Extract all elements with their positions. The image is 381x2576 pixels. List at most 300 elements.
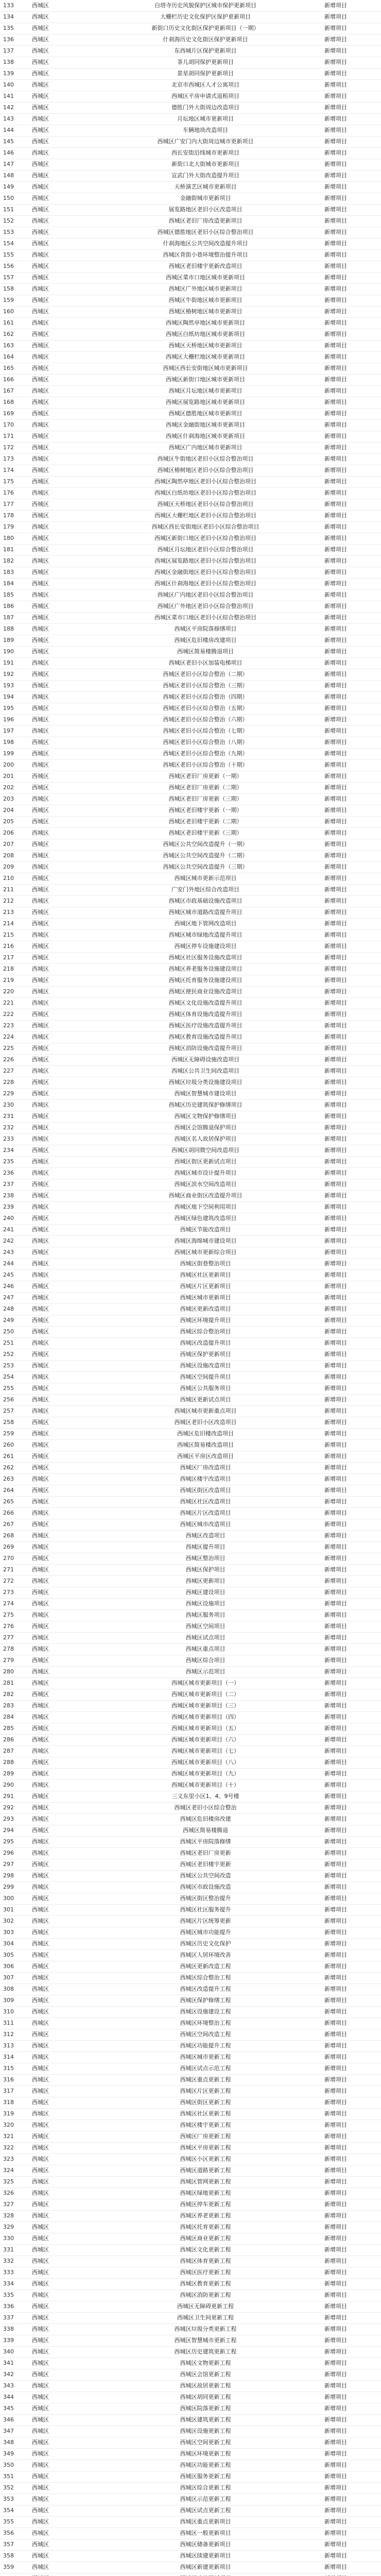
district-cell: 西城区 bbox=[29, 2312, 90, 2324]
district-cell: 西城区 bbox=[29, 895, 90, 907]
project-type-cell: 新增项目 bbox=[321, 1802, 381, 1814]
row-number: 262 bbox=[0, 1462, 29, 1473]
table-row bbox=[0, 1371, 381, 1383]
project-type-cell: 新增项目 bbox=[321, 635, 381, 646]
district-cell: 西城区 bbox=[29, 1088, 90, 1099]
row-number: 311 bbox=[0, 2018, 29, 2029]
row-number: 192 bbox=[0, 669, 29, 680]
table-row bbox=[0, 1417, 381, 1428]
district-cell: 西城区 bbox=[29, 1122, 90, 1133]
district-cell: 西城区 bbox=[29, 1383, 90, 1394]
district-cell: 西城区 bbox=[29, 1417, 90, 1428]
project-name-cell: 西城区续建更新项目 bbox=[90, 2550, 321, 2562]
project-type-cell: 新增项目 bbox=[321, 839, 381, 850]
project-name-cell: 西城区危旧楼房改建项目 bbox=[90, 635, 321, 646]
project-name-cell: 西城区老旧厂房改造更新项目 bbox=[90, 215, 321, 227]
table-row bbox=[0, 57, 381, 68]
row-number: 133 bbox=[0, 0, 29, 11]
project-name-cell: 西城区月坛地区老旧小区综合整治项目 bbox=[90, 544, 321, 555]
row-number: 234 bbox=[0, 1145, 29, 1156]
district-cell: 西城区 bbox=[29, 442, 90, 453]
table-row bbox=[0, 487, 381, 499]
district-cell: 西城区 bbox=[29, 1292, 90, 1303]
row-number: 211 bbox=[0, 884, 29, 895]
district-cell: 西城区 bbox=[29, 2346, 90, 2358]
table-row bbox=[0, 2494, 381, 2505]
project-name-cell: 西城区老旧小区综合整治（二期） bbox=[90, 669, 321, 680]
table-row bbox=[0, 2040, 381, 2052]
project-name-cell: 西城区提升项目 bbox=[90, 1541, 321, 1553]
district-cell: 西城区 bbox=[29, 453, 90, 465]
table-row bbox=[0, 1065, 381, 1077]
project-type-cell: 新增项目 bbox=[321, 2278, 381, 2290]
project-name-cell: 西城区故居更新工程 bbox=[90, 2380, 321, 2392]
district-cell: 西城区 bbox=[29, 2120, 90, 2131]
district-cell: 西城区 bbox=[29, 1111, 90, 1122]
district-cell: 西城区 bbox=[29, 2528, 90, 2539]
table-row bbox=[0, 2131, 381, 2142]
row-number: 164 bbox=[0, 351, 29, 363]
project-name-cell: 西城区城市更新项目（十） bbox=[90, 1780, 321, 1791]
row-number: 282 bbox=[0, 1689, 29, 1700]
district-cell: 西城区 bbox=[29, 1099, 90, 1111]
project-type-cell: 新增项目 bbox=[321, 2482, 381, 2494]
district-cell: 西城区 bbox=[29, 487, 90, 499]
district-cell: 西城区 bbox=[29, 2040, 90, 2052]
project-name-cell: 西城区牛街地区城市更新项目 bbox=[90, 295, 321, 306]
table-row bbox=[0, 1043, 381, 1054]
row-number: 329 bbox=[0, 2222, 29, 2233]
row-number: 135 bbox=[0, 23, 29, 34]
project-type-cell: 新增项目 bbox=[321, 1349, 381, 1360]
row-number: 253 bbox=[0, 1360, 29, 1371]
project-type-cell: 新增项目 bbox=[321, 2063, 381, 2074]
district-cell: 西城区 bbox=[29, 1780, 90, 1791]
project-type-cell: 新增项目 bbox=[321, 1848, 381, 1859]
project-name-cell: 西城区市政设施改造 bbox=[90, 1882, 321, 1893]
table-row bbox=[0, 249, 381, 261]
district-cell: 西城区 bbox=[29, 2244, 90, 2256]
project-type-cell: 新增项目 bbox=[321, 397, 381, 408]
project-name-cell: 西城区老旧小区综合整治（七期） bbox=[90, 725, 321, 737]
district-cell: 西城区 bbox=[29, 1224, 90, 1235]
row-number: 295 bbox=[0, 1836, 29, 1848]
table-row bbox=[0, 238, 381, 249]
row-number: 249 bbox=[0, 1315, 29, 1326]
project-type-cell: 新增项目 bbox=[321, 2154, 381, 2165]
project-type-cell: 新增项目 bbox=[321, 317, 381, 329]
row-number: 233 bbox=[0, 1133, 29, 1145]
row-number: 236 bbox=[0, 1167, 29, 1179]
project-name-cell: 西城区院落更新工程 bbox=[90, 2403, 321, 2414]
project-name-cell: 什刹海历史文化街区保护更新项目 bbox=[90, 34, 321, 45]
project-type-cell: 新增项目 bbox=[321, 2346, 381, 2358]
row-number: 298 bbox=[0, 1870, 29, 1882]
project-name-cell: 西城区卫生间更新工程 bbox=[90, 2312, 321, 2324]
project-type-cell: 新增项目 bbox=[321, 533, 381, 544]
project-type-cell: 新增项目 bbox=[321, 261, 381, 272]
table-row bbox=[0, 2256, 381, 2267]
project-name-cell: 西城区老旧楼宇更新（二期） bbox=[90, 816, 321, 827]
project-name-cell: 西城区街区更新试点项目 bbox=[90, 1156, 321, 1167]
district-cell: 西城区 bbox=[29, 2210, 90, 2222]
project-name-cell: 西城区片区更新项目 bbox=[90, 1281, 321, 1292]
district-cell: 西城区 bbox=[29, 1870, 90, 1882]
project-type-cell: 新增项目 bbox=[321, 1485, 381, 1496]
district-cell: 西城区 bbox=[29, 2086, 90, 2097]
row-number: 313 bbox=[0, 2040, 29, 2052]
project-type-cell: 新增项目 bbox=[321, 1394, 381, 1405]
row-number: 292 bbox=[0, 1802, 29, 1814]
table-row bbox=[0, 2176, 381, 2188]
district-cell: 西城区 bbox=[29, 2142, 90, 2154]
project-name-cell: 西城区城市更新重点项目 bbox=[90, 1405, 321, 1417]
row-number: 247 bbox=[0, 1292, 29, 1303]
district-cell: 西城区 bbox=[29, 1167, 90, 1179]
district-cell: 西城区 bbox=[29, 907, 90, 918]
row-number: 182 bbox=[0, 555, 29, 567]
project-type-cell: 新增项目 bbox=[321, 1734, 381, 1745]
table-row bbox=[0, 737, 381, 748]
district-cell: 西城区 bbox=[29, 929, 90, 941]
district-cell: 西城区 bbox=[29, 1031, 90, 1043]
district-cell: 西城区 bbox=[29, 2108, 90, 2120]
project-name-cell: 西城区广内地区老旧小区综合整治项目 bbox=[90, 589, 321, 601]
project-name-cell: 西城区托育服务设施建设项目 bbox=[90, 975, 321, 986]
table-row bbox=[0, 2539, 381, 2550]
table-row bbox=[0, 975, 381, 986]
table-row bbox=[0, 147, 381, 159]
project-type-cell: 新增项目 bbox=[321, 1780, 381, 1791]
project-type-cell: 新增项目 bbox=[321, 1836, 381, 1848]
row-number: 276 bbox=[0, 1621, 29, 1632]
table-row bbox=[0, 2471, 381, 2482]
district-cell: 西城区 bbox=[29, 1043, 90, 1054]
table-row bbox=[0, 1825, 381, 1836]
row-number: 346 bbox=[0, 2414, 29, 2426]
district-cell: 西城区 bbox=[29, 623, 90, 635]
project-type-cell: 新增项目 bbox=[321, 11, 381, 23]
project-name-cell: 西城区老旧小区综合整治 bbox=[90, 1802, 321, 1814]
project-name-cell: 西城区文物保护修缮项目 bbox=[90, 1111, 321, 1122]
row-number: 305 bbox=[0, 1950, 29, 1961]
project-name-cell: 西城区医疗更新工程 bbox=[90, 2267, 321, 2278]
row-number: 287 bbox=[0, 1745, 29, 1757]
project-name-cell: 西城区楼宇更新工程 bbox=[90, 2120, 321, 2131]
district-cell: 西城区 bbox=[29, 1848, 90, 1859]
row-number: 302 bbox=[0, 1916, 29, 1927]
row-number: 317 bbox=[0, 2086, 29, 2097]
project-type-cell: 新增项目 bbox=[321, 714, 381, 725]
row-number: 201 bbox=[0, 771, 29, 782]
row-number: 269 bbox=[0, 1541, 29, 1553]
project-name-cell: 西城区老旧楼宇更新（三期） bbox=[90, 827, 321, 839]
project-name-cell: 西城区智慧城市更新工程 bbox=[90, 2335, 321, 2346]
row-number: 204 bbox=[0, 805, 29, 816]
district-cell: 西城区 bbox=[29, 601, 90, 612]
project-name-cell: 西城区陶然亭地区老旧小区综合整治项目 bbox=[90, 476, 321, 487]
table-row bbox=[0, 204, 381, 215]
project-type-cell: 新增项目 bbox=[321, 2188, 381, 2199]
row-number: 174 bbox=[0, 465, 29, 476]
district-cell: 西城区 bbox=[29, 1609, 90, 1621]
row-number: 230 bbox=[0, 1099, 29, 1111]
table-row bbox=[0, 2063, 381, 2074]
row-number: 176 bbox=[0, 487, 29, 499]
project-type-cell: 新增项目 bbox=[321, 2120, 381, 2131]
project-name-cell: 西城区公共空间改造提升（一期） bbox=[90, 839, 321, 850]
project-name-cell: 西城区公共空间改造 bbox=[90, 1870, 321, 1882]
row-number: 165 bbox=[0, 363, 29, 374]
table-row bbox=[0, 759, 381, 771]
project-type-cell: 新增项目 bbox=[321, 340, 381, 351]
table-row bbox=[0, 453, 381, 465]
row-number: 214 bbox=[0, 918, 29, 929]
row-number: 180 bbox=[0, 533, 29, 544]
district-cell: 西城区 bbox=[29, 1700, 90, 1711]
project-name-cell: 西城区老旧小区改造项目 bbox=[90, 1417, 321, 1428]
project-type-cell: 新增项目 bbox=[321, 2052, 381, 2063]
table-row bbox=[0, 2097, 381, 2108]
district-cell: 西城区 bbox=[29, 759, 90, 771]
project-name-cell: 西城区老旧楼宇更新改造项目 bbox=[90, 261, 321, 272]
project-name-cell: 西城区保护修缮工程 bbox=[90, 1995, 321, 2006]
table-row bbox=[0, 2290, 381, 2301]
project-type-cell: 新增项目 bbox=[321, 1247, 381, 1258]
project-name-cell: 西城区城市功能提升 bbox=[90, 1927, 321, 1938]
row-number: 183 bbox=[0, 567, 29, 578]
table-row bbox=[0, 612, 381, 623]
project-type-cell bbox=[321, 2573, 381, 2576]
table-row bbox=[0, 805, 381, 816]
project-type-cell: 新增项目 bbox=[321, 1621, 381, 1632]
row-number: 312 bbox=[0, 2029, 29, 2040]
row-number: 171 bbox=[0, 431, 29, 442]
row-number: 173 bbox=[0, 453, 29, 465]
project-name-cell: 西城区德胜地区老旧小区综合整治项目 bbox=[90, 227, 321, 238]
project-name-cell: 西城区改造提升项目 bbox=[90, 1337, 321, 1349]
table-row bbox=[0, 1621, 381, 1632]
row-number: 162 bbox=[0, 329, 29, 340]
project-name-cell: 金融街城市更新项目 bbox=[90, 193, 321, 204]
row-number: 225 bbox=[0, 1043, 29, 1054]
table-row bbox=[0, 2414, 381, 2426]
row-number: 308 bbox=[0, 1984, 29, 1995]
project-name-cell: 西城区功能提升工程 bbox=[90, 2040, 321, 2052]
project-type-cell: 新增项目 bbox=[321, 2131, 381, 2142]
row-number: 248 bbox=[0, 1303, 29, 1315]
district-cell: 西城区 bbox=[29, 1530, 90, 1541]
project-type-cell: 新增项目 bbox=[321, 238, 381, 249]
project-type-cell: 新增项目 bbox=[321, 1371, 381, 1383]
row-number: 217 bbox=[0, 952, 29, 963]
table-row bbox=[0, 159, 381, 170]
project-name-cell bbox=[90, 2573, 321, 2576]
project-name-cell: 西城区历史文化保护 bbox=[90, 1938, 321, 1950]
district-cell: 西城区 bbox=[29, 1711, 90, 1723]
row-number: 340 bbox=[0, 2346, 29, 2358]
table-row bbox=[0, 1632, 381, 1643]
project-type-cell: 新增项目 bbox=[321, 193, 381, 204]
district-cell: 西城区 bbox=[29, 771, 90, 782]
project-type-cell: 新增项目 bbox=[321, 2256, 381, 2267]
project-type-cell: 新增项目 bbox=[321, 2029, 381, 2040]
row-number: 280 bbox=[0, 1666, 29, 1677]
table-row bbox=[0, 714, 381, 725]
project-name-cell: 西城区功能更新工程 bbox=[90, 2460, 321, 2471]
district-cell: 西城区 bbox=[29, 1213, 90, 1224]
table-row bbox=[0, 1893, 381, 1904]
row-number: 184 bbox=[0, 578, 29, 589]
project-type-cell: 新增项目 bbox=[321, 1133, 381, 1145]
project-type-cell: 新增项目 bbox=[321, 1088, 381, 1099]
district-cell: 西城区 bbox=[29, 657, 90, 669]
project-name-cell: 西城区城市道路改造提升项目 bbox=[90, 907, 321, 918]
project-name-cell: 大栅栏历史文化保护区保护更新项目 bbox=[90, 11, 321, 23]
district-cell: 西城区 bbox=[29, 1326, 90, 1337]
table-row bbox=[0, 2199, 381, 2210]
table-row bbox=[0, 1791, 381, 1802]
row-number: 210 bbox=[0, 873, 29, 884]
district-cell: 西城区 bbox=[29, 2256, 90, 2267]
project-name-cell: 西城区垃圾分类设施建设项目 bbox=[90, 1077, 321, 1088]
project-name-cell: 西城区停车设施建设项目 bbox=[90, 941, 321, 952]
district-cell: 西城区 bbox=[29, 397, 90, 408]
project-name-cell: 西城区城市更新项目（九） bbox=[90, 1768, 321, 1780]
row-number: 155 bbox=[0, 249, 29, 261]
row-number: 170 bbox=[0, 419, 29, 431]
project-type-cell: 新增项目 bbox=[321, 1972, 381, 1984]
table-row bbox=[0, 1269, 381, 1281]
table-row bbox=[0, 680, 381, 691]
project-name-cell: 西城区公共卫生间改造项目 bbox=[90, 1065, 321, 1077]
table-row bbox=[0, 1190, 381, 1201]
row-number: 288 bbox=[0, 1757, 29, 1768]
project-name-cell: 西城区城市更新项目（一） bbox=[90, 1677, 321, 1689]
project-name-cell: 车辆地块改造项目 bbox=[90, 125, 321, 136]
table-row bbox=[0, 1088, 381, 1099]
row-number: 243 bbox=[0, 1247, 29, 1258]
district-cell: 西城区 bbox=[29, 249, 90, 261]
project-name-cell: 西城区改造项目 bbox=[90, 1530, 321, 1541]
table-row bbox=[0, 850, 381, 861]
project-name-cell: 三义东里小区1、4、9号楼 bbox=[90, 1791, 321, 1802]
district-cell: 西城区 bbox=[29, 0, 90, 11]
project-type-cell: 新增项目 bbox=[321, 680, 381, 691]
table-row bbox=[0, 1349, 381, 1360]
row-number: 345 bbox=[0, 2403, 29, 2414]
project-type-cell: 新增项目 bbox=[321, 2290, 381, 2301]
district-cell: 西城区 bbox=[29, 986, 90, 997]
table-row bbox=[0, 1292, 381, 1303]
row-number: 154 bbox=[0, 238, 29, 249]
table-row bbox=[0, 941, 381, 952]
row-number: 290 bbox=[0, 1780, 29, 1791]
project-name-cell: 西城区老旧厂房更新（三期） bbox=[90, 793, 321, 805]
project-name-cell: 西城区老旧小区综合整治（六期） bbox=[90, 714, 321, 725]
project-type-cell: 新增项目 bbox=[321, 249, 381, 261]
row-number: 336 bbox=[0, 2301, 29, 2312]
district-cell: 西城区 bbox=[29, 1020, 90, 1031]
district-cell: 西城区 bbox=[29, 465, 90, 476]
project-type-cell: 新增项目 bbox=[321, 1043, 381, 1054]
project-name-cell: 西城区试点示范工程 bbox=[90, 2063, 321, 2074]
district-cell: 西城区 bbox=[29, 68, 90, 79]
project-name-cell: 西城区厂房更新工程 bbox=[90, 2131, 321, 2142]
table-row bbox=[0, 827, 381, 839]
table-row bbox=[0, 261, 381, 272]
district-cell: 西城区 bbox=[29, 1802, 90, 1814]
project-type-cell: 新增项目 bbox=[321, 295, 381, 306]
district-cell: 西城区 bbox=[29, 2052, 90, 2063]
project-type-cell: 新增项目 bbox=[321, 1190, 381, 1201]
project-type-cell: 新增项目 bbox=[321, 2505, 381, 2516]
table-row bbox=[0, 1734, 381, 1745]
district-cell: 西城区 bbox=[29, 997, 90, 1009]
project-type-cell: 新增项目 bbox=[321, 997, 381, 1009]
project-type-cell: 新增项目 bbox=[321, 1179, 381, 1190]
row-number: 193 bbox=[0, 680, 29, 691]
row-number: 274 bbox=[0, 1598, 29, 1609]
project-name-cell: 西城区平房区改造项目 bbox=[90, 1451, 321, 1462]
table-row bbox=[0, 2403, 381, 2414]
row-number: 304 bbox=[0, 1938, 29, 1950]
district-cell: 西城区 bbox=[29, 714, 90, 725]
project-type-cell: 新增项目 bbox=[321, 2244, 381, 2256]
row-number: 289 bbox=[0, 1768, 29, 1780]
row-number: 140 bbox=[0, 79, 29, 91]
table-row bbox=[0, 11, 381, 23]
row-number: 221 bbox=[0, 997, 29, 1009]
table-row bbox=[0, 1836, 381, 1848]
row-number: 139 bbox=[0, 68, 29, 79]
district-cell: 西城区 bbox=[29, 1757, 90, 1768]
project-name-cell: 西城区设施项目 bbox=[90, 1598, 321, 1609]
project-type-cell: 新增项目 bbox=[321, 873, 381, 884]
project-type-cell: 新增项目 bbox=[321, 1405, 381, 1417]
district-cell: 西城区 bbox=[29, 2358, 90, 2369]
project-name-cell: 西城区商业更新工程 bbox=[90, 2233, 321, 2244]
row-number: 301 bbox=[0, 1904, 29, 1916]
row-number: 268 bbox=[0, 1530, 29, 1541]
project-type-cell: 新增项目 bbox=[321, 1655, 381, 1666]
row-number: 281 bbox=[0, 1677, 29, 1689]
district-cell: 西城区 bbox=[29, 612, 90, 623]
district-cell: 西城区 bbox=[29, 669, 90, 680]
district-cell: 西城区 bbox=[29, 1972, 90, 1984]
project-type-cell: 新增项目 bbox=[321, 975, 381, 986]
project-type-cell: 新增项目 bbox=[321, 1360, 381, 1371]
project-name-cell: 西城区老旧楼宇更新 bbox=[90, 1859, 321, 1870]
project-type-cell: 新增项目 bbox=[321, 567, 381, 578]
table-row bbox=[0, 1383, 381, 1394]
district-cell: 西城区 bbox=[29, 2414, 90, 2426]
project-name-cell: 西城区更新改造项目 bbox=[90, 1303, 321, 1315]
project-name-cell: 西城区综合整治项目 bbox=[90, 1326, 321, 1337]
project-type-cell: 新增项目 bbox=[321, 1111, 381, 1122]
project-type-cell: 新增项目 bbox=[321, 408, 381, 419]
project-type-cell: 新增项目 bbox=[321, 1677, 381, 1689]
district-cell: 西城区 bbox=[29, 79, 90, 91]
row-number: 283 bbox=[0, 1700, 29, 1711]
table-row bbox=[0, 907, 381, 918]
project-name-cell: 西城区城市设计提升项目 bbox=[90, 1167, 321, 1179]
district-cell: 西城区 bbox=[29, 1723, 90, 1734]
district-cell: 西城区 bbox=[29, 2222, 90, 2233]
project-name-cell: 西城区绿色建筑改造项目 bbox=[90, 1213, 321, 1224]
project-type-cell: 新增项目 bbox=[321, 646, 381, 657]
table-row bbox=[0, 635, 381, 646]
